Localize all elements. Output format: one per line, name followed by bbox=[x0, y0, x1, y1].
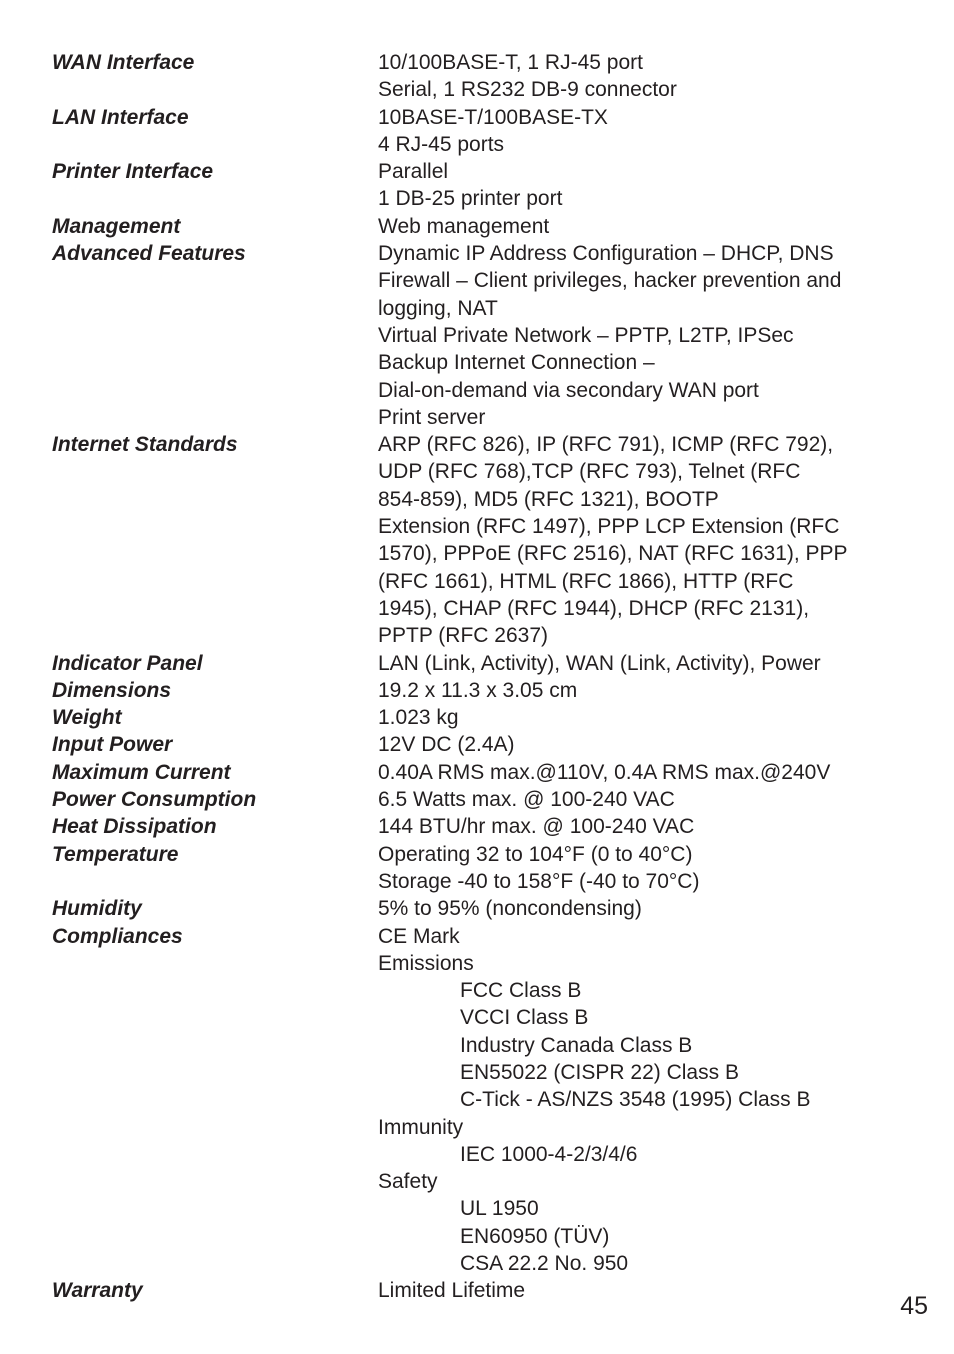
spec-value-line: VCCI Class B bbox=[460, 1006, 589, 1030]
spec-value-line: 144 BTU/hr max. @ 100-240 VAC bbox=[378, 815, 695, 839]
spec-value-line: Backup Internet Connection – bbox=[378, 351, 655, 375]
spec-label: Compliances bbox=[52, 924, 183, 948]
spec-values bbox=[378, 759, 912, 786]
spec-value-line: 1570), PPPoE (RFC 2516), NAT (RFC 1631), PPP bbox=[378, 542, 848, 566]
spec-values bbox=[378, 650, 912, 677]
spec-value-line: 854-859), MD5 (RFC 1321), BOOTP bbox=[378, 487, 719, 511]
spec-label: LAN Interface bbox=[52, 105, 189, 129]
page-number: 45 bbox=[900, 1292, 928, 1320]
spec-row bbox=[52, 650, 912, 677]
spec-row bbox=[52, 786, 912, 813]
spec-value-line: logging, NAT bbox=[378, 296, 498, 320]
spec-row bbox=[52, 104, 912, 159]
spec-value-line: ARP (RFC 826), IP (RFC 791), ICMP (RFC 792), bbox=[378, 433, 834, 457]
spec-value-line: Firewall – Client privileges, hacker prevention and bbox=[378, 269, 842, 293]
spec-row bbox=[52, 240, 912, 431]
spec-values bbox=[378, 1277, 912, 1304]
spec-label: Dimensions bbox=[52, 678, 172, 702]
spec-row bbox=[52, 677, 912, 704]
spec-value-line: CSA 22.2 No. 950 bbox=[460, 1252, 629, 1276]
spec-values bbox=[378, 895, 912, 922]
spec-value-line: Limited Lifetime bbox=[378, 1279, 526, 1303]
spec-label: Weight bbox=[52, 706, 122, 730]
spec-value-line: UL 1950 bbox=[460, 1197, 539, 1221]
spec-value-line: 19.2 x 11.3 x 3.05 cm bbox=[378, 678, 578, 702]
spec-value-line: Storage -40 to 158°F (-40 to 70°C) bbox=[378, 869, 700, 893]
spec-label: Input Power bbox=[52, 733, 173, 757]
spec-value-line: PPTP (RFC 2637) bbox=[378, 624, 548, 648]
spec-label: WAN Interface bbox=[52, 51, 195, 74]
spec-value-line: Virtual Private Network – PPTP, L2TP, IPSec bbox=[378, 323, 794, 347]
spec-label: Warranty bbox=[52, 1279, 143, 1303]
spec-values bbox=[378, 158, 912, 213]
spec-row bbox=[52, 213, 912, 240]
spec-value-line: (RFC 1661), HTML (RFC 1866), HTTP (RFC bbox=[378, 569, 794, 593]
spec-value-line: Immunity bbox=[378, 1115, 464, 1139]
spec-row bbox=[52, 704, 912, 731]
spec-label: Maximum Current bbox=[52, 760, 231, 784]
spec-label: Heat Dissipation bbox=[52, 815, 217, 839]
spec-value-line: FCC Class B bbox=[460, 979, 582, 1003]
spec-value-line: 10/100BASE-T, 1 RJ-45 port bbox=[378, 51, 643, 74]
spec-row bbox=[52, 49, 912, 104]
spec-values bbox=[378, 49, 912, 104]
spec-value-line: EN55022 (CISPR 22) Class B bbox=[460, 1060, 739, 1084]
spec-values bbox=[378, 213, 912, 240]
spec-value-line: IEC 1000-4-2/3/4/6 bbox=[460, 1142, 638, 1166]
spec-value-line: EN60950 (TÜV) bbox=[460, 1224, 610, 1248]
spec-value-line: 1945), CHAP (RFC 1944), DHCP (RFC 2131), bbox=[378, 596, 810, 620]
spec-value-line: UDP (RFC 768),TCP (RFC 793), Telnet (RFC bbox=[378, 460, 801, 484]
spec-label: Printer Interface bbox=[52, 160, 214, 184]
spec-row bbox=[52, 1277, 912, 1304]
spec-row bbox=[52, 923, 912, 1278]
spec-value-line: 1.023 kg bbox=[378, 706, 459, 730]
spec-value-line: Industry Canada Class B bbox=[460, 1033, 693, 1057]
spec-label: Internet Standards bbox=[52, 433, 238, 457]
spec-values bbox=[378, 240, 912, 431]
spec-value-line: Print server bbox=[378, 405, 486, 429]
spec-values bbox=[378, 786, 912, 813]
spec-values bbox=[378, 841, 912, 896]
spec-label: Temperature bbox=[52, 842, 179, 866]
spec-values bbox=[378, 813, 912, 840]
spec-row bbox=[52, 731, 912, 758]
spec-label: Advanced Features bbox=[52, 242, 246, 266]
spec-row bbox=[52, 158, 912, 213]
spec-value-line: 5% to 95% (noncondensing) bbox=[378, 897, 642, 921]
spec-values bbox=[378, 677, 912, 704]
spec-row bbox=[52, 759, 912, 786]
spec-row bbox=[52, 813, 912, 840]
spec-values bbox=[378, 104, 912, 159]
spec-label: Humidity bbox=[52, 897, 142, 921]
spec-value-line: Safety bbox=[378, 1170, 438, 1194]
spec-value-line: LAN (Link, Activity), WAN (Link, Activity), Power bbox=[378, 651, 821, 675]
spec-row bbox=[52, 431, 912, 649]
spec-value-line: 12V DC (2.4A) bbox=[378, 733, 515, 757]
spec-value-line: Dynamic IP Address Configuration – DHCP, DNS bbox=[378, 242, 834, 266]
spec-value-line: Emissions bbox=[378, 951, 474, 975]
spec-value-line: 4 RJ-45 ports bbox=[378, 132, 505, 156]
spec-values bbox=[378, 431, 912, 649]
spec-value-line: Dial-on-demand via secondary WAN port bbox=[378, 378, 759, 402]
spec-table bbox=[52, 49, 912, 1305]
spec-value-line: 6.5 Watts max. @ 100-240 VAC bbox=[378, 788, 675, 812]
spec-row bbox=[52, 895, 912, 922]
spec-value-line: 1 DB-25 printer port bbox=[378, 187, 563, 211]
spec-value-line: 0.40A RMS max.@110V, 0.4A RMS max.@240V bbox=[378, 760, 831, 784]
spec-label: Power Consumption bbox=[52, 788, 257, 812]
spec-values bbox=[378, 704, 912, 731]
spec-row bbox=[52, 841, 912, 896]
spec-value-line: C-Tick - AS/NZS 3548 (1995) Class B bbox=[460, 1088, 811, 1112]
spec-value-line: Serial, 1 RS232 DB-9 connector bbox=[378, 78, 677, 102]
spec-value-line: Operating 32 to 104°F (0 to 40°C) bbox=[378, 842, 693, 866]
spec-value-line: Extension (RFC 1497), PPP LCP Extension (RFC bbox=[378, 515, 840, 539]
spec-value-line: Web management bbox=[378, 214, 550, 238]
spec-values bbox=[378, 731, 912, 758]
spec-label: Indicator Panel bbox=[52, 651, 203, 675]
spec-value-line: 10BASE-T/100BASE-TX bbox=[378, 105, 608, 129]
spec-label: Management bbox=[52, 214, 181, 238]
spec-value-line: CE Mark bbox=[378, 924, 460, 948]
spec-value-line: Parallel bbox=[378, 160, 449, 184]
spec-values bbox=[378, 923, 912, 1278]
